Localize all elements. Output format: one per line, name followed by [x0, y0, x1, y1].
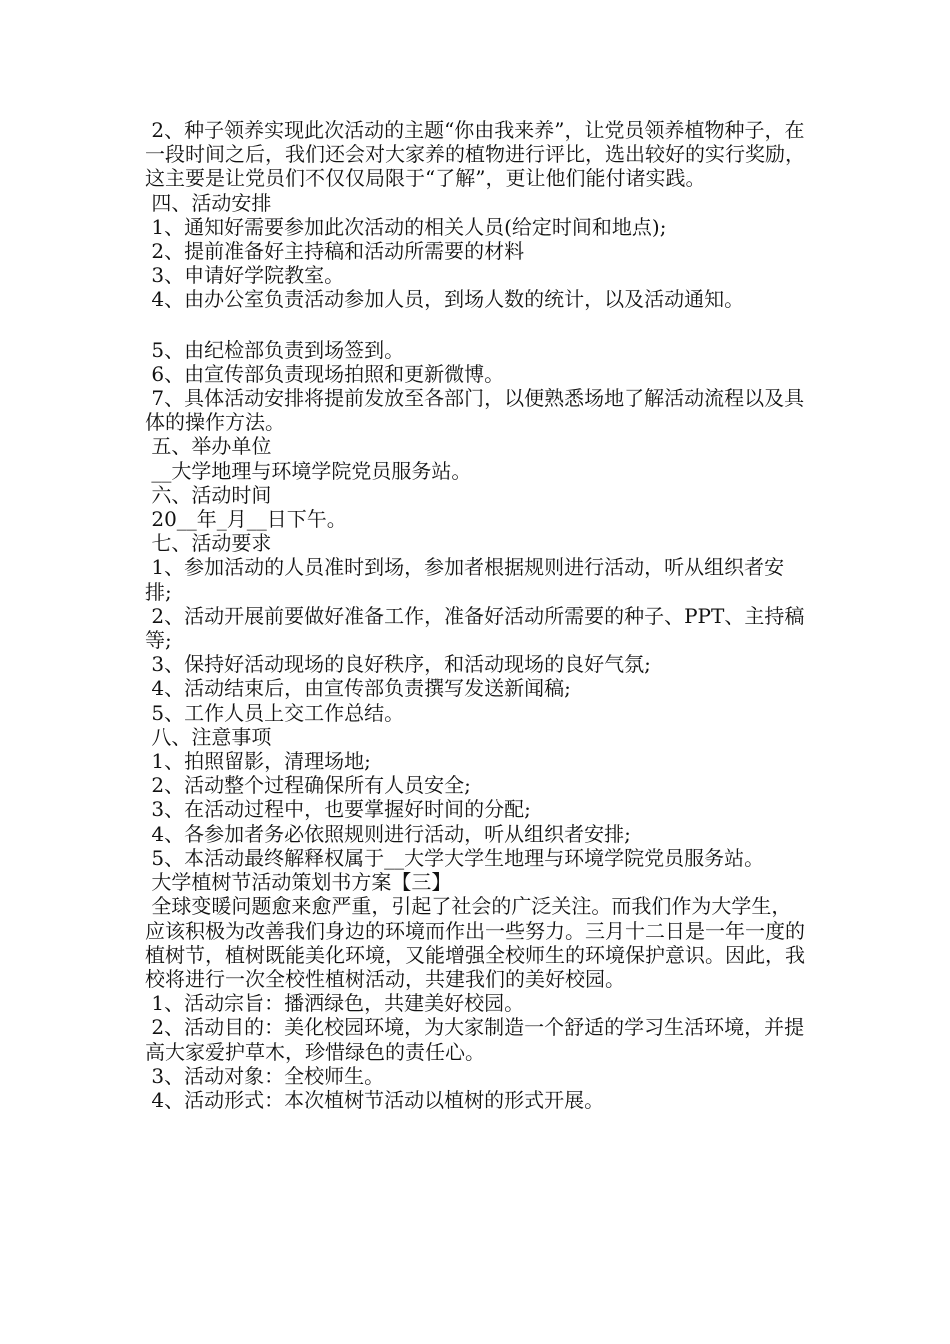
paragraph-spacer	[145, 312, 810, 338]
section-heading-activity-arrangement: 四、活动安排	[145, 190, 272, 215]
list-item: 5、工作人员上交工作总结。	[145, 700, 405, 725]
section-heading-activity-requirements: 七、活动要求	[145, 531, 272, 556]
list-item: 7、具体活动安排将提前发放至各部门，以便熟悉场地了解活动流程以及具体的操作方法。	[145, 386, 805, 435]
list-item: 2、活动目的：美化校园环境，为大家制造一个舒适的学习生活环境，并提高大家爱护草木，珍惜绿色的责任心。	[145, 1015, 805, 1064]
list-item: 1、拍照留影，清理场地;	[145, 749, 371, 774]
list-item: 1、通知好需要参加此次活动的相关人员(给定时间和地点);	[145, 214, 667, 239]
list-item: 3、申请好学院教室。	[145, 263, 345, 288]
list-item: 6、由宣传部负责现场拍照和更新微博。	[145, 361, 505, 386]
list-item: 4、活动结束后，由宣传部负责撰写发送新闻稿;	[145, 676, 571, 701]
list-item: 4、活动形式：本次植树节活动以植树的形式开展。	[145, 1087, 605, 1112]
list-item: 3、在活动过程中，也要掌握好时间的分配;	[145, 797, 531, 822]
seed-adoption-paragraph: 2、种子领养实现此次活动的主题“你由我来养”，让党员领养植物种子，在一段时间之后，我们还会对大家养的植物进行评比，选出较好的实行奖励，这主要是让党员们不仅仅局限于“了解”，更让他们能付诸实践。	[145, 118, 805, 191]
list-item: 1、活动宗旨：播洒绿色，共建美好校园。	[145, 991, 525, 1016]
intro-paragraph: 全球变暖问题愈来愈严重，引起了社会的广泛关注。而我们作为大学生，应该积极为改善我们身边的环境而作出一些努力。三月十二日是一年一度的植树节，植树既能美化环境，又能增强全校师生的环境保护意识。因此，我校将进行一次全校性植树活动，共建我们的美好校园。	[145, 894, 805, 991]
list-item: 5、本活动最终解释权属于__大学大学生地理与环境学院党员服务站。	[145, 845, 765, 870]
list-item: 4、各参加者务必依照规则进行活动，听从组织者安排;	[145, 821, 631, 846]
organizer-text: __大学地理与环境学院党员服务站。	[145, 458, 472, 483]
section-heading-activity-time: 六、活动时间	[145, 482, 272, 507]
document-body	[145, 118, 810, 1112]
list-item: 3、活动对象：全校师生。	[145, 1063, 385, 1088]
list-item: 2、活动整个过程确保所有人员安全;	[145, 773, 471, 798]
section-heading-organizer: 五、举办单位	[145, 434, 272, 459]
plan-three-title: 大学植树节活动策划书方案【三】	[145, 870, 452, 895]
list-item: 1、参加活动的人员准时到场，参加者根据规则进行活动，听从组织者安排;	[145, 555, 785, 604]
activity-time-text: 20__年_月__日下午。	[145, 507, 347, 532]
list-item: 2、提前准备好主持稿和活动所需要的材料	[145, 239, 525, 264]
list-item: 3、保持好活动现场的良好秩序，和活动现场的良好气氛;	[145, 652, 651, 677]
list-item: 5、由纪检部负责到场签到。	[145, 337, 405, 362]
section-heading-notes: 八、注意事项	[145, 724, 272, 749]
list-item: 2、活动开展前要做好准备工作，准备好活动所需要的种子、PPT、主持稿等;	[145, 603, 805, 653]
list-item: 4、由办公室负责活动参加人员，到场人数的统计，以及活动通知。	[145, 287, 745, 312]
